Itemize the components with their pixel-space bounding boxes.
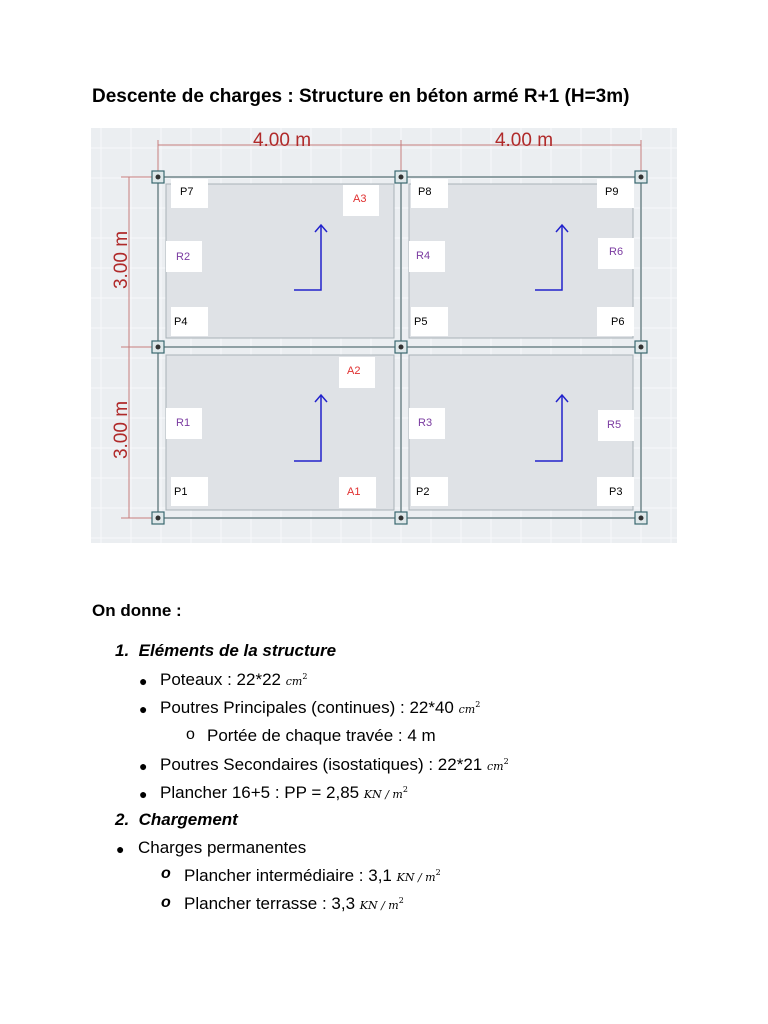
dim-left-bottom: 3.00 m xyxy=(111,400,132,460)
label-poutre-secondaire: R2 xyxy=(176,251,191,263)
label-poutre-secondaire: R1 xyxy=(176,417,191,429)
list-item-charges-permanentes: Charges permanentes xyxy=(138,838,307,857)
label-poteau: P8 xyxy=(418,186,432,198)
dim-top-left: 4.00 m xyxy=(252,130,312,151)
section-1-title: Eléments de la structure xyxy=(138,641,337,660)
label-poteau: P7 xyxy=(180,186,194,198)
section-2-heading xyxy=(115,810,238,830)
list-item-poutres-principales: Poutres Principales (continues) : 22*40 $cm^2$ xyxy=(160,698,481,717)
unit: $cm^2$ xyxy=(458,700,481,716)
label-poteau: P1 xyxy=(174,486,188,498)
section-1-heading xyxy=(115,641,336,661)
bullet-icon: ● xyxy=(116,841,125,857)
label-poutre-principale: A2 xyxy=(347,365,361,377)
label-poteau: P5 xyxy=(414,316,428,328)
section-1-number: 1. xyxy=(115,641,130,660)
label-poteau: P4 xyxy=(174,316,188,328)
label-poutre-principale: A3 xyxy=(353,193,367,205)
circle-bullet-icon: o xyxy=(186,726,195,743)
bullet-icon: ● xyxy=(139,758,148,774)
structure-plan xyxy=(91,128,677,543)
bullet-icon: ● xyxy=(139,701,148,717)
unit: KN / $m^2$ xyxy=(359,896,404,912)
list-item-plancher: Plancher 16+5 : PP = 2,85 KN / $m^2$ xyxy=(160,783,408,802)
unit: $cm^2$ xyxy=(285,672,308,688)
page-title: Descente de charges : Structure en béton armé R+1 (H=3m) xyxy=(92,86,630,107)
list-item-portee: Portée de chaque travée : 4 m xyxy=(207,726,436,745)
label-poutre-secondaire: R4 xyxy=(416,250,431,262)
label-poutre-secondaire: R6 xyxy=(609,246,624,258)
unit: $cm^2$ xyxy=(486,757,509,773)
list-item-poteaux: Poteaux : 22*22 $cm^2$ xyxy=(160,670,308,689)
label-poutre-principale: A1 xyxy=(347,486,361,498)
section-intro: On donne : xyxy=(92,601,182,620)
circle-bullet-icon: o xyxy=(161,865,171,882)
bullet-icon: ● xyxy=(139,673,148,689)
label-poteau: P6 xyxy=(611,316,625,328)
section-2-title: Chargement xyxy=(138,810,238,829)
list-item-poutres-secondaires: Poutres Secondaires (isostatiques) : 22*21 $cm^2$ xyxy=(160,755,509,774)
section-2-number: 2. xyxy=(115,810,130,829)
list-item-plancher-intermediaire: Plancher intermédiaire : 3,1 KN / $m^2$ xyxy=(184,866,441,885)
dim-left-top: 3.00 m xyxy=(111,230,132,290)
bullet-icon: ● xyxy=(139,786,148,802)
unit: KN / $m^2$ xyxy=(396,868,441,884)
label-poutre-secondaire: R3 xyxy=(418,417,433,429)
label-poteau: P9 xyxy=(605,186,619,198)
list-item-plancher-terrasse: Plancher terrasse : 3,3 KN / $m^2$ xyxy=(184,894,404,913)
label-poutre-secondaire: R5 xyxy=(607,419,622,431)
label-poteau: P2 xyxy=(416,486,430,498)
dim-top-right: 4.00 m xyxy=(494,130,554,151)
circle-bullet-icon: o xyxy=(161,894,171,911)
unit: KN / $m^2$ xyxy=(363,785,408,801)
label-poteau: P3 xyxy=(609,486,623,498)
